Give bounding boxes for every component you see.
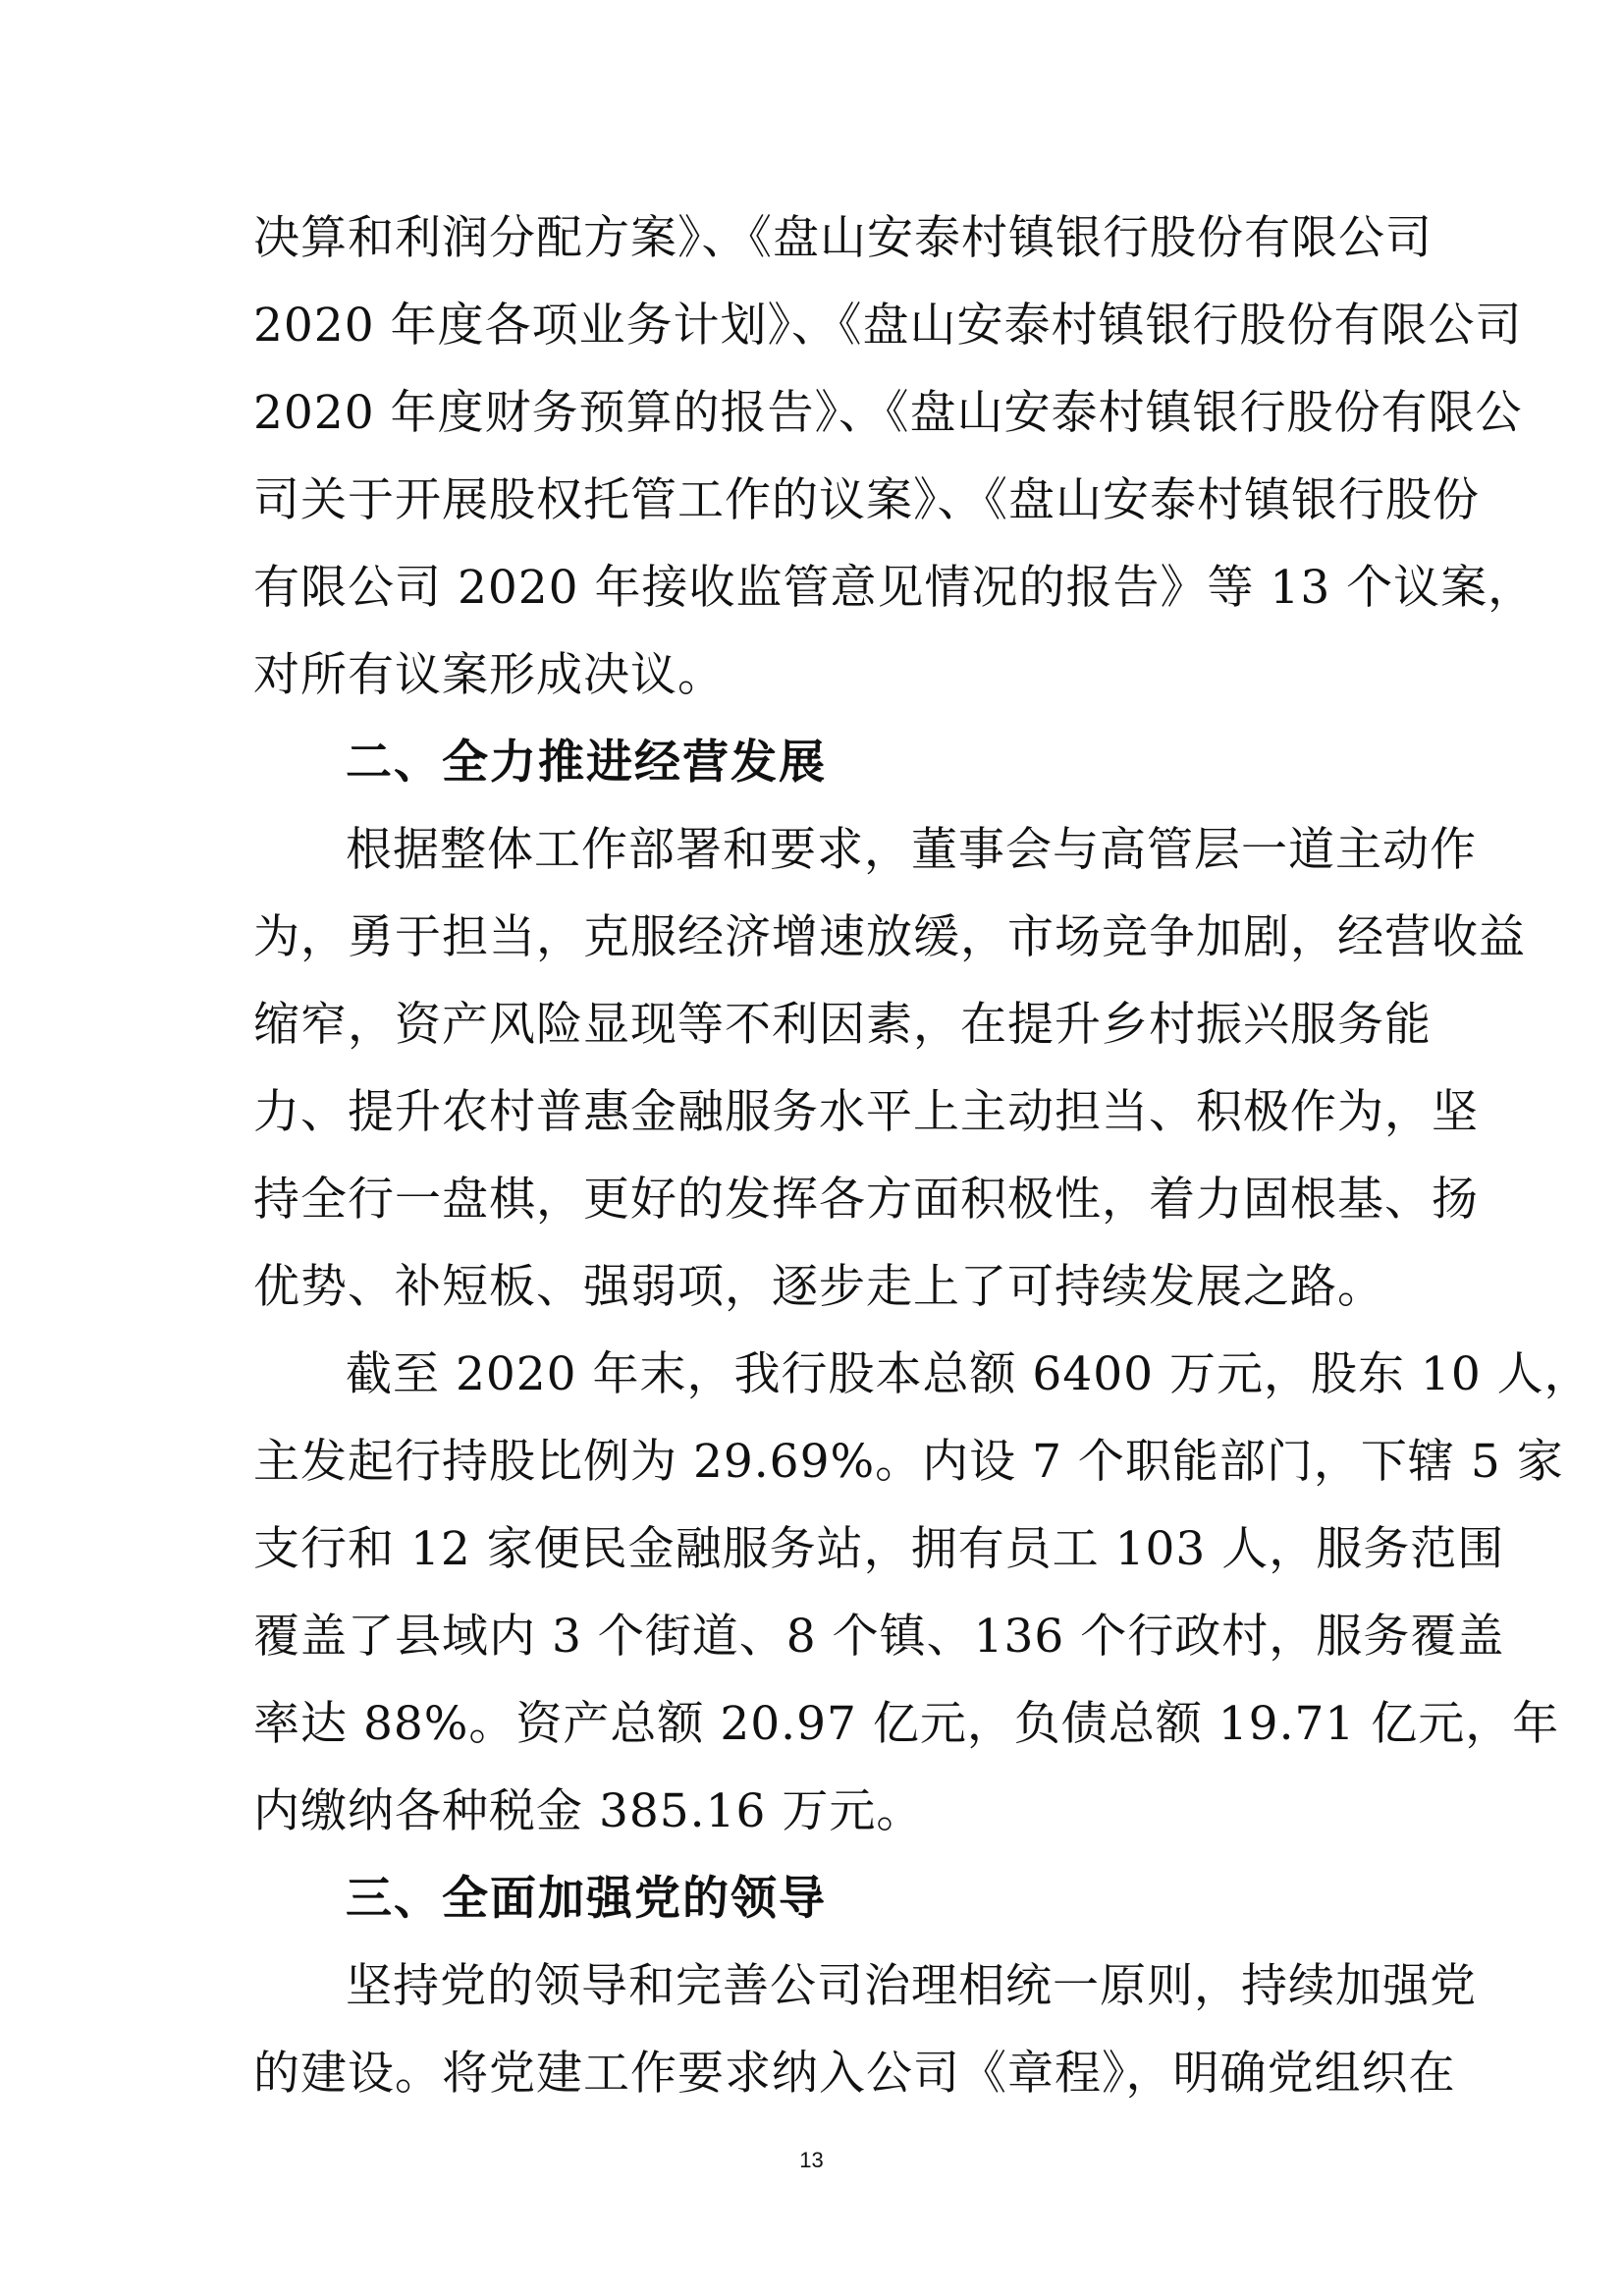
- body-text-line: 支行和 12 家便民金融服务站，拥有员工 103 人，服务范围: [253, 1522, 1505, 1576]
- body-text-line: 2020 年度各项业务计划》、《盘山安泰村镇银行股份有限公司: [253, 299, 1523, 353]
- body-text-line: 力、提升农村普惠金融服务水平上主动担当、积极作为，坚: [253, 1085, 1479, 1139]
- body-text-line: 主发起行持股比例为 29.69%。内设 7 个职能部门，下辖 5 家: [253, 1435, 1564, 1489]
- body-text-line: 司关于开展股权托管工作的议案》、《盘山安泰村镇银行股份: [253, 473, 1480, 527]
- body-text-line: 内缴纳各种税金 385.16 万元。: [253, 1784, 924, 1838]
- body-text-line: 优势、补短板、强弱项，逐步走上了可持续发展之路。: [253, 1260, 1384, 1314]
- body-text-line: 有限公司 2020 年接收监管意见情况的报告》等 13 个议案，: [253, 561, 1536, 615]
- paragraph-first-line: 坚持党的领导和完善公司治理相统一原则，持续加强党: [346, 1959, 1477, 2013]
- section-heading: 二、全力推进经营发展: [346, 736, 827, 790]
- paragraph-first-line: 根据整体工作部署和要求，董事会与高管层一道主动作: [346, 823, 1477, 877]
- body-text-line: 的建设。将党建工作要求纳入公司《章程》，明确党组织在: [253, 2047, 1456, 2101]
- section-heading: 三、全面加强党的领导: [346, 1872, 827, 1926]
- body-text-line: 2020 年度财务预算的报告》、《盘山安泰村镇银行股份有限公: [253, 386, 1523, 440]
- body-text-line: 缩窄，资产风险显现等不利因素，在提升乡村振兴服务能: [253, 998, 1432, 1052]
- body-text-line: 持全行一盘棋，更好的发挥各方面积极性，着力固根基、扬: [253, 1173, 1479, 1227]
- paragraph-first-line: 截至 2020 年末，我行股本总额 6400 万元，股东 10 人，: [346, 1347, 1592, 1401]
- page-number: 13: [799, 2148, 824, 2172]
- body-text-line: 率达 88%。资产总额 20.97 亿元，负债总额 19.71 亿元，年: [253, 1697, 1560, 1751]
- body-text-line: 决算和利润分配方案》、《盘山安泰村镇银行股份有限公司: [253, 211, 1433, 265]
- body-text-line: 对所有议案形成决议。: [253, 648, 725, 702]
- body-text-line: 为，勇于担当，克服经济增速放缓，市场竞争加剧，经营收益: [253, 910, 1526, 964]
- body-text-line: 覆盖了县域内 3 个街道、8 个镇、136 个行政村，服务覆盖: [253, 1610, 1505, 1664]
